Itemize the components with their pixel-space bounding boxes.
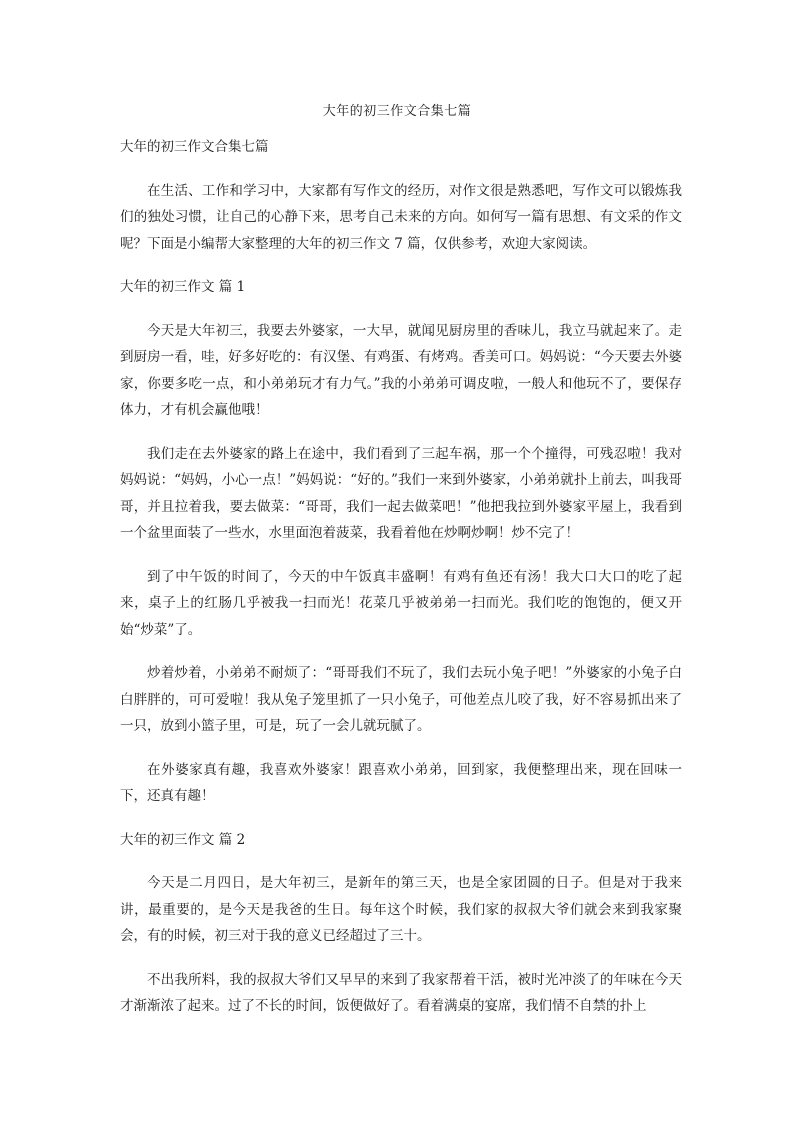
section-1 xyxy=(120,274,682,810)
document-subtitle: 大年的初三作文合集七篇 xyxy=(120,139,269,155)
section-heading: 大年的初三作文 篇 2 xyxy=(120,831,246,848)
paragraph: 到了中午饭的时间了，今天的中午饭真丰盛啊！有鸡有鱼还有汤！我大口大口的吃了起来，桌子上的红肠几乎被我一扫而光！花菜几乎被弟弟一扫而光。我们吃的饱饱的，便又开始“炒菜”了。 xyxy=(120,568,682,638)
paragraph: 今天是大年初三，我要去外婆家，一大早，就闻见厨房里的香味儿，我立马就起来了。走到厨房一看，哇，好多好吃的：有汉堡、有鸡蛋、有烤鸡。香美可口。妈妈说：“今天要去外婆家，你要多吃一点，和小弟弟玩才有力气。”我的小弟弟可调皮啦，一般人和他玩不了，要保存体力，才有机会赢他哦！ xyxy=(120,322,682,418)
section-heading: 大年的初三作文 篇 1 xyxy=(120,279,246,295)
paragraph: 今天是二月四日，是大年初三，是新年的第三天，也是全家团圆的日子。但是对于我来讲，最重要的，是今天是我爸的生日。每年这个时候，我们家的叔叔大爷们就会来到我家聚会，有的时候，初三对于我的意义已经超过了三十。 xyxy=(120,875,682,944)
section-2 xyxy=(120,827,682,1020)
paragraph: 我们走在去外婆家的路上在途中，我们看到了三起车祸，那一个个撞得，可残忍啦！我对妈妈说：“妈妈，小心一点！”妈妈说：“好的。”我们一来到外婆家，小弟弟就扑上前去，叫我哥哥，并且拉着我，要去做菜：“哥哥，我们一起去做菜吧！”他把我拉到外婆家平屋上，我看到一个盆里面装了一些水，水里面泡着菠菜，我看着他在炒啊炒啊！炒不完了！ xyxy=(120,445,682,541)
document-title: 大年的初三作文合集七篇 xyxy=(322,104,472,119)
paragraph: 炒着炒着，小弟弟不耐烦了：“哥哥我们不玩了，我们去玩小兔子吧！”外婆家的小兔子白白胖胖的，可可爱啦！我从兔子笼里抓了一只小兔子，可他差点儿咬了我，好不容易抓出来了一只，放到小篮子里，可是，玩了一会儿就玩腻了。 xyxy=(120,665,682,734)
document-body xyxy=(120,134,682,1037)
paragraph: 在外婆家真有趣，我喜欢外婆家！跟喜欢小弟弟，回到家，我便整理出来，现在回味一下，还真有趣！ xyxy=(120,761,682,804)
paragraph: 不出我所料，我的叔叔大爷们又早早的来到了我家帮着干活，被时光冲淡了的年味在今天才渐渐浓了起来。过了不长的时间，饭便做好了。看着满桌的宴席，我们情不自禁的扑上 xyxy=(120,971,682,1014)
intro-paragraph: 在生活、工作和学习中，大家都有写作文的经历，对作文很是熟悉吧，写作文可以锻炼我们的独处习惯，让自己的心静下来，思考自己未来的方向。如何写一篇有思想、有文采的作文呢？下面是小编帮大家整理的大年的初三作文 7 篇，仅供参考，欢迎大家阅读。 xyxy=(120,182,682,252)
